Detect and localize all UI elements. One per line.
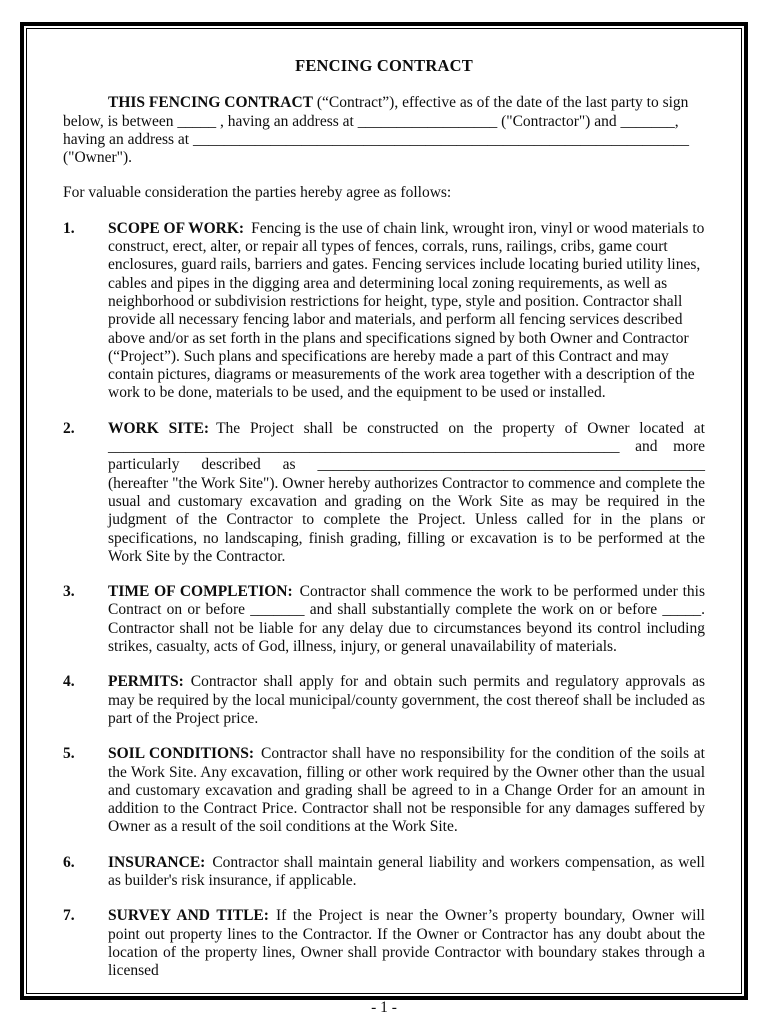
intro-paragraph	[63, 94, 705, 167]
section-number: 7.	[63, 907, 75, 925]
section-paragraph	[108, 745, 705, 836]
section-number: 5.	[63, 745, 75, 763]
section-paragraph	[108, 220, 705, 403]
section-soil-conditions	[63, 745, 705, 836]
section-body: Fencing is the use of chain link, wrought iron, vinyl or wood materials to construct, erect, alter, or repair all types of fences, corrals, runs, railings, cribs, game court enclosures, guard rails, barriers and gates. Fencing services include locating buried utility lines, cables and pipes in the digging area and determining local zoning requirements, as well as neighborhood or subdivision restrictions for height, type, style and position. Contractor shall provide all necessary fencing labor and materials, and perform all fencing services described above and/or as set forth in the plans and specifications signed by both Owner and Contractor (“Project”). Such plans and specifications are hereby made a part of this Contract and may contain pictures, diagrams or measurements of the work area together with a description of the work to be done, materials to be used, and the equipment to be used or installed.	[108, 219, 705, 402]
section-paragraph	[108, 583, 705, 656]
consideration-line: For valuable consideration the parties hereby agree as follows:	[63, 184, 452, 202]
section-body: Contractor shall commence the work to be performed under this Contract on or before _______ and shall substantially complete the work on or before _____. Contractor shall not be liable for any delay due to circumstances beyond its control including strikes, casualty, acts of God, illness, injury, or general unavailability of materials.	[108, 583, 705, 656]
section-paragraph	[108, 420, 705, 566]
section-heading: SOIL CONDITIONS:	[108, 745, 255, 763]
intro-lead-text: THIS FENCING CONTRACT	[108, 94, 313, 112]
section-paragraph	[108, 673, 705, 728]
section-number: 4.	[63, 673, 75, 691]
section-paragraph	[108, 907, 705, 980]
page-border	[20, 22, 748, 1017]
section-heading: PERMITS:	[108, 673, 184, 691]
section-permits	[63, 673, 705, 728]
section-body: The Project shall be constructed on the property of Owner located at __________________________________________________________________ and more particularly described as __________________________________________________ (hereafter "the Work Site"). Owner hereby authorizes Contractor to commence and complete the usual and customary excavation and grading on the Work Site as may be required in the judgment of the Contractor to complete the Project. Unless called for in the plans or specifications, no landscaping, finish grading, filling or excavation is to be performed at the Work Site by the Contractor.	[108, 419, 705, 565]
page-title: FENCING CONTRACT	[295, 56, 473, 75]
page-number: - 1 -	[371, 999, 397, 1017]
section-body: Contractor shall have no responsibility for the condition of the soils at the Work Site. Any excavation, filling or other work required by the Owner other than the usual and customary excavation and grading shall be agreed to in a Change Order for an amount in addition to the Contract Price. Contractor shall not be responsible for any damages suffered by Owner as a result of the soil conditions at the Work Site.	[108, 745, 705, 836]
section-number: 1.	[63, 219, 75, 237]
section-work-site	[63, 420, 705, 566]
section-body: If the Project is near the Owner’s property boundary, Owner will point out property lines to the Contractor. If the Owner or Contractor has any doubt about the location of the property lines, Owner shall provide Contractor with boundary stakes through a licensed	[108, 907, 705, 980]
section-heading: SURVEY AND TITLE:	[108, 907, 269, 925]
section-body: Contractor shall maintain general liability and workers compensation, as well as builder's risk insurance, if applicable.	[108, 853, 705, 889]
section-body: Contractor shall apply for and obtain such permits and regulatory approvals as may be required by the local municipal/county government, the cost thereof shall be included as part of the Project price.	[108, 673, 705, 727]
section-paragraph	[108, 854, 705, 891]
section-heading: SCOPE OF WORK:	[108, 219, 245, 237]
section-insurance	[63, 854, 705, 891]
section-scope-of-work	[63, 220, 705, 403]
document-page	[26, 28, 742, 1017]
section-heading: TIME OF COMPLETION:	[108, 583, 293, 601]
section-number: 2.	[63, 419, 75, 437]
section-time-of-completion	[63, 583, 705, 656]
section-heading: INSURANCE:	[108, 853, 206, 871]
section-survey-and-title	[63, 907, 705, 980]
section-number: 3.	[63, 583, 75, 601]
section-heading: WORK SITE:	[108, 419, 210, 437]
intro-body-text: (“Contract”), effective as of the date of the last party to sign below, is between _____ , having an address at __________________ ("Contractor") and _______, having an address at ________________________________________________________________ ("Owner").	[63, 94, 689, 167]
section-number: 6.	[63, 853, 75, 871]
